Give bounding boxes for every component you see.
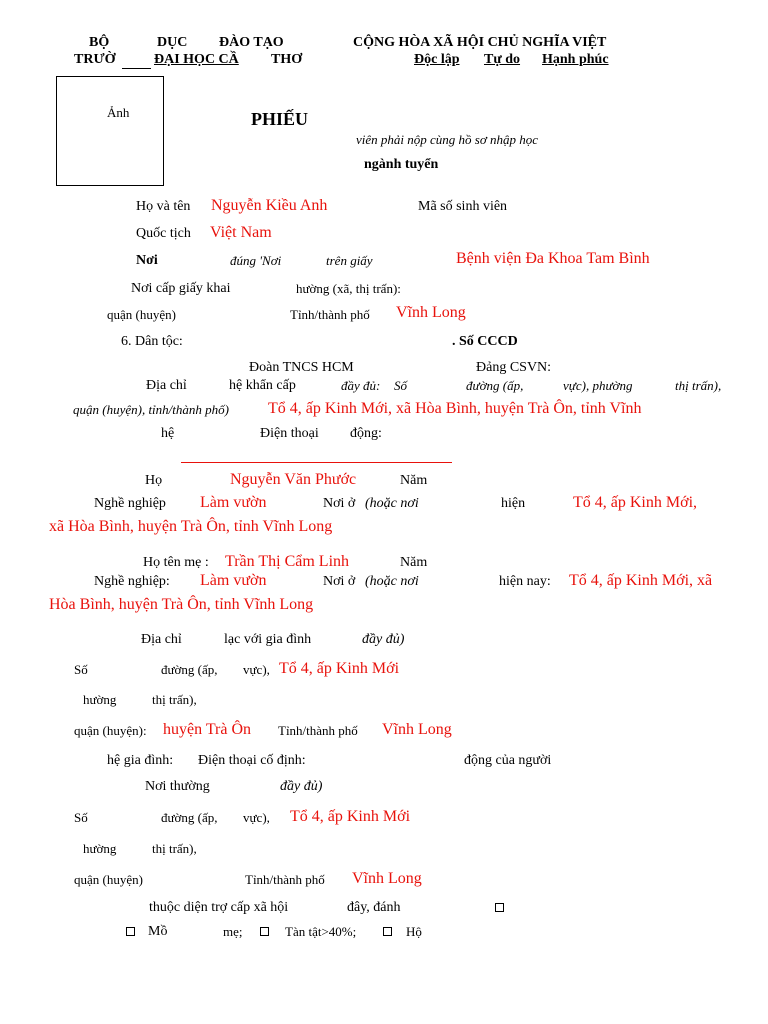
permanent-label-2: đầy đủ) — [280, 779, 323, 794]
mother-year-label: Năm — [400, 555, 428, 570]
header-school-1: TRƯỜ — [74, 52, 116, 67]
emergency-word-3: đầy đủ: — [341, 378, 381, 393]
social-checkbox-main[interactable] — [495, 903, 504, 912]
major-label: ngành tuyển — [364, 157, 439, 172]
district-label: quận (huyện) — [107, 307, 176, 322]
student-id-label: Mã số sinh viên — [418, 199, 508, 214]
family-phone-label-1: hệ gia đình: — [107, 753, 174, 768]
family-street-value: Tổ 4, ấp Kinh Mới — [279, 660, 400, 677]
ethnicity-label: 6. Dân tộc: — [121, 334, 183, 349]
permanent-ward-label-1: hường — [83, 841, 117, 856]
father-separator-line — [181, 462, 452, 463]
mother-name-value: Trần Thị Cẩm Linh — [225, 553, 350, 570]
father-residence-label-1: Nơi ở — [323, 496, 356, 511]
header-ministry-1: BỘ — [89, 35, 110, 50]
header-school-2: ĐẠI HỌC CẦ — [154, 52, 239, 67]
party-label: Đảng CSVN: — [476, 360, 552, 375]
family-address-label-3: đầy đủ) — [362, 632, 405, 647]
emergency-word-5: đường (ấp, — [466, 378, 524, 393]
header-school-gap-underline — [122, 68, 151, 69]
mother-residence-value-2: Hòa Bình, huyện Trà Ôn, tỉnh Vĩnh Long — [49, 596, 314, 613]
emergency-word-2: hệ khẩn cấp — [229, 378, 296, 393]
family-phone-label-2: Điện thoại cố định: — [198, 753, 306, 768]
photo-box — [56, 76, 164, 186]
father-residence-value-2: xã Hòa Bình, huyện Trà Ôn, tỉnh Vĩnh Long — [49, 518, 333, 535]
father-year-label: Năm — [400, 473, 428, 488]
father-residence-label-3: hiện — [501, 496, 526, 511]
birthplace-label-2: đúng 'Nơi — [230, 253, 282, 268]
orphan-label: Mồ — [148, 924, 168, 939]
family-street-label-2: vực), — [243, 662, 270, 677]
family-address-label-2: lạc với gia đình — [224, 632, 312, 647]
province-label: Tỉnh/thành phố — [290, 307, 370, 322]
mother-residence-value-1: Tổ 4, ấp Kinh Mới, xã — [569, 572, 713, 589]
header-school-3: THƠ — [271, 52, 303, 67]
mother-job-label: Nghề nghiệp: — [94, 574, 170, 589]
header-country: CỘNG HÒA XÃ HỘI CHỦ NGHĨA VIỆT — [353, 35, 607, 50]
family-province-value: Vĩnh Long — [382, 721, 452, 738]
father-residence-label-2: (hoặc nơi — [365, 496, 419, 511]
nationality-label: Quốc tịch — [136, 226, 191, 241]
permanent-street-label-1: đường (ấp, — [161, 810, 218, 825]
social-label-1: thuộc diện trợ cấp xã hội — [149, 900, 289, 915]
header-motto-1: Độc lập — [414, 52, 460, 67]
father-job-value: Làm vườn — [200, 494, 267, 511]
name-value: Nguyễn Kiều Anh — [211, 197, 328, 214]
family-address-label-1: Địa chỉ — [141, 632, 182, 647]
permanent-label-1: Nơi thường — [145, 779, 210, 794]
header-ministry-3: ĐÀO TẠO — [219, 35, 284, 50]
social-label-2: đây, đánh — [347, 900, 401, 915]
mother-residence-label-2: (hoặc nơi — [365, 574, 419, 589]
emergency-word-6: vực), phường — [563, 378, 633, 393]
birthplace-label-1: Nơi — [136, 253, 158, 268]
emergency-word-1: Địa chỉ — [146, 378, 187, 393]
contact-label-3: động: — [350, 426, 382, 441]
father-name-value: Nguyễn Văn Phước — [230, 471, 357, 488]
permanent-ward-label-2: thị trấn), — [152, 841, 197, 856]
disabled-label: Tàn tật>40%; — [285, 924, 357, 939]
emergency-word-7: thị trấn), — [675, 378, 722, 393]
father-name-label: Họ — [145, 473, 163, 488]
form-subtitle: viên phải nộp cùng hồ sơ nhập học — [356, 132, 539, 147]
father-residence-value-1: Tổ 4, ấp Kinh Mới, — [573, 494, 698, 511]
birthplace-label-3: trên giấy — [326, 253, 373, 268]
birthplace-value: Bệnh viện Đa Khoa Tam Bình — [456, 250, 650, 267]
family-phone-label-3: động của người — [464, 753, 552, 768]
youth-union-label: Đoàn TNCS HCM — [249, 360, 354, 375]
family-district-label: quận (huyện): — [74, 723, 147, 738]
mother-job-value: Làm vườn — [200, 572, 267, 589]
form-title: PHIẾU — [251, 109, 309, 129]
name-label: Họ và tên — [136, 199, 191, 214]
orphan-checkbox[interactable] — [126, 927, 135, 936]
family-ward-label-1: hường — [83, 692, 117, 707]
nationality-value: Việt Nam — [210, 224, 272, 241]
header-motto-2: Tự do — [484, 52, 521, 67]
family-province-label: Tỉnh/thành phố — [278, 723, 358, 738]
permanent-province-label: Tỉnh/thành phố — [245, 872, 325, 887]
permanent-number-label: Số — [74, 810, 88, 825]
mother-name-label: Họ tên mẹ : — [143, 555, 209, 570]
emergency-word-4: Số — [394, 378, 407, 393]
family-number-label: Số — [74, 662, 88, 677]
header-ministry-2: DỤC — [157, 35, 188, 50]
header-motto-3: Hạnh phúc — [542, 52, 609, 67]
family-ward-label-2: thị trấn), — [152, 692, 197, 707]
issue-place-label-2: hường (xã, thị trấn): — [296, 281, 401, 296]
permanent-street-value: Tổ 4, ấp Kinh Mới — [290, 808, 411, 825]
issue-place-label-1: Nơi cấp giấy khai — [131, 281, 231, 296]
cccd-label: . Số CCCD — [452, 334, 518, 349]
emergency-value: Tổ 4, ấp Kinh Mới, xã Hòa Bình, huyện Trà Ôn, tỉnh Vĩnh — [268, 400, 642, 417]
permanent-district-label: quận (huyện) — [74, 872, 143, 887]
family-district-value: huyện Trà Ôn — [163, 721, 252, 738]
mother-residence-label-1: Nơi ở — [323, 574, 356, 589]
contact-label-2: Điện thoại — [260, 426, 319, 441]
province-value: Vĩnh Long — [396, 304, 466, 321]
disabled-checkbox[interactable] — [260, 927, 269, 936]
emergency-label-2: quận (huyện), tỉnh/thành phố) — [73, 402, 229, 417]
father-job-label: Nghề nghiệp — [94, 496, 166, 511]
household-label: Hộ — [406, 924, 422, 939]
contact-label-1: hệ — [161, 426, 175, 441]
permanent-province-value: Vĩnh Long — [352, 870, 422, 887]
photo-label: Ảnh — [107, 105, 130, 120]
household-checkbox[interactable] — [383, 927, 392, 936]
permanent-street-label-2: vực), — [243, 810, 270, 825]
parent-label: mẹ; — [223, 924, 243, 939]
family-street-label-1: đường (ấp, — [161, 662, 218, 677]
mother-residence-label-3: hiện nay: — [499, 574, 551, 589]
